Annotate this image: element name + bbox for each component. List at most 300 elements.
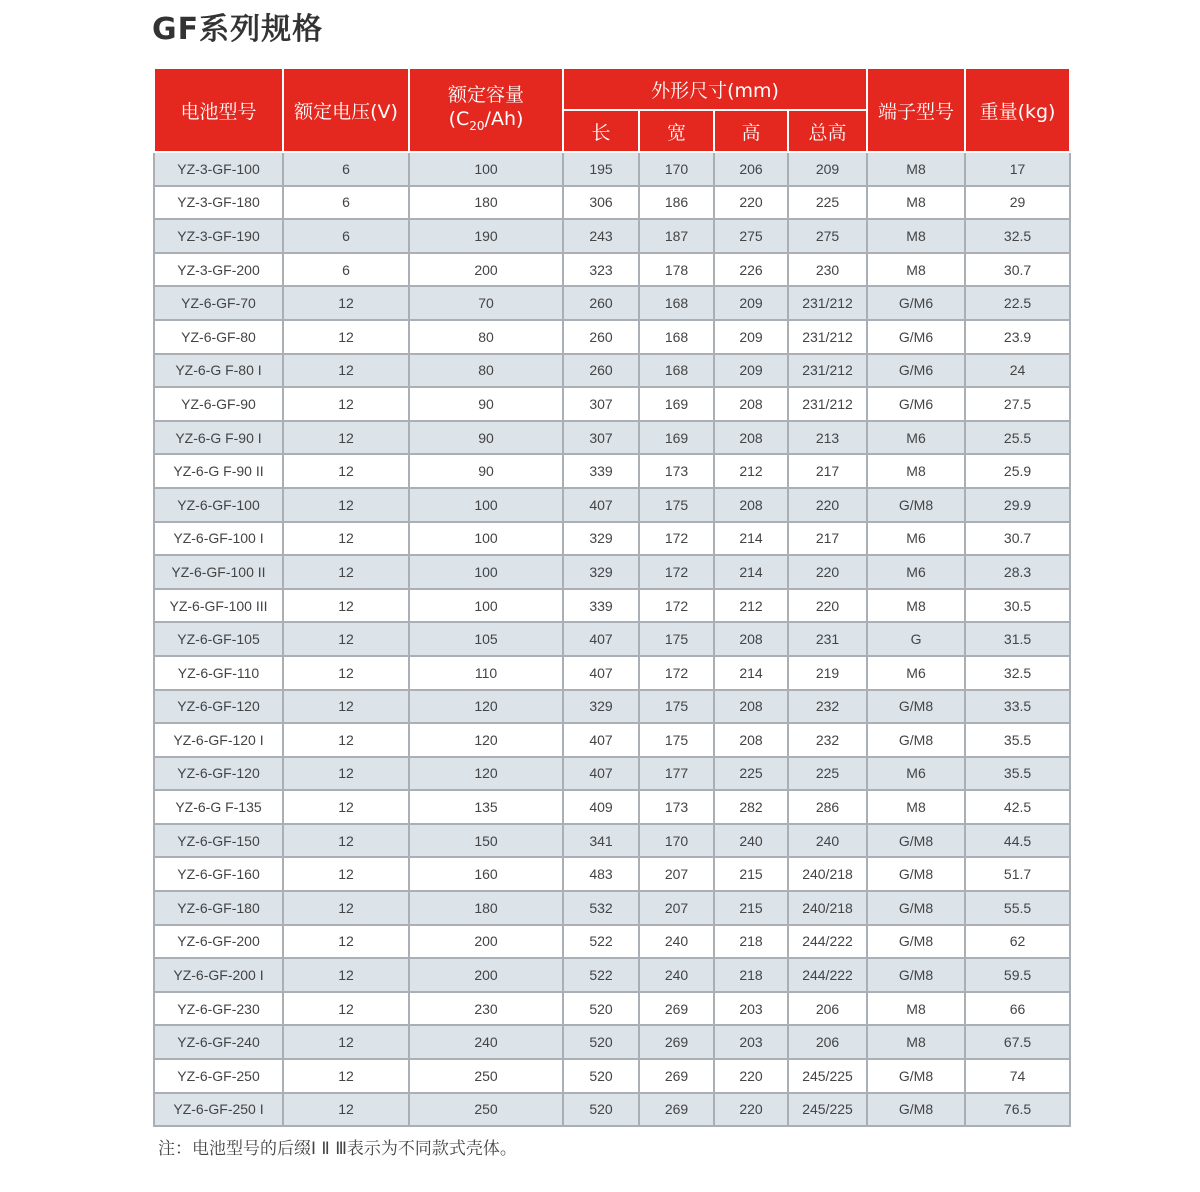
cell-model: YZ-6-GF-110	[154, 656, 283, 690]
cell-terminal: M8	[867, 253, 965, 287]
cell-weight: 32.5	[965, 656, 1070, 690]
cell-model: YZ-6-GF-70	[154, 286, 283, 320]
cell-voltage: 12	[283, 656, 409, 690]
cell-height: 218	[714, 925, 788, 959]
cell-height: 282	[714, 790, 788, 824]
cell-model: YZ-6-G F-90 I	[154, 421, 283, 455]
cell-weight: 35.5	[965, 757, 1070, 791]
cell-model: YZ-6-GF-80	[154, 320, 283, 354]
cell-model: YZ-6-GF-230	[154, 992, 283, 1026]
cell-height: 240	[714, 824, 788, 858]
cell-capacity: 120	[409, 723, 563, 757]
cell-length: 260	[563, 320, 639, 354]
cell-length: 407	[563, 488, 639, 522]
cell-length: 407	[563, 757, 639, 791]
table-row	[154, 522, 1070, 556]
cell-capacity: 200	[409, 958, 563, 992]
cell-model: YZ-6-GF-100 II	[154, 555, 283, 589]
cell-capacity: 200	[409, 925, 563, 959]
cell-width: 175	[639, 488, 714, 522]
cell-weight: 67.5	[965, 1025, 1070, 1059]
cell-width: 175	[639, 690, 714, 724]
table-row	[154, 219, 1070, 253]
header-capacity-ah: /Ah)	[484, 107, 524, 130]
cell-height: 208	[714, 690, 788, 724]
cell-model: YZ-6-GF-200	[154, 925, 283, 959]
cell-height: 208	[714, 622, 788, 656]
cell-weight: 44.5	[965, 824, 1070, 858]
cell-terminal: M6	[867, 421, 965, 455]
cell-width: 177	[639, 757, 714, 791]
cell-model: YZ-6-GF-150	[154, 824, 283, 858]
table-row	[154, 488, 1070, 522]
table-row	[154, 286, 1070, 320]
cell-total-height: 213	[788, 421, 867, 455]
table-row	[154, 656, 1070, 690]
cell-voltage: 12	[283, 622, 409, 656]
spec-table	[153, 67, 1071, 1127]
cell-weight: 51.7	[965, 857, 1070, 891]
table-row	[154, 1059, 1070, 1093]
cell-height: 215	[714, 891, 788, 925]
cell-width: 170	[639, 152, 714, 186]
cell-capacity: 200	[409, 253, 563, 287]
cell-length: 260	[563, 354, 639, 388]
cell-terminal: M8	[867, 152, 965, 186]
cell-width: 269	[639, 1093, 714, 1127]
cell-length: 520	[563, 992, 639, 1026]
cell-weight: 25.5	[965, 421, 1070, 455]
cell-length: 307	[563, 421, 639, 455]
cell-voltage: 12	[283, 1059, 409, 1093]
cell-total-height: 231/212	[788, 320, 867, 354]
cell-weight: 23.9	[965, 320, 1070, 354]
cell-total-height: 232	[788, 690, 867, 724]
cell-height: 220	[714, 186, 788, 220]
table-row	[154, 992, 1070, 1026]
cell-model: YZ-6-GF-240	[154, 1025, 283, 1059]
cell-width: 168	[639, 354, 714, 388]
cell-terminal: G/M6	[867, 320, 965, 354]
cell-length: 407	[563, 656, 639, 690]
table-row	[154, 421, 1070, 455]
table-body	[154, 152, 1070, 1126]
cell-weight: 62	[965, 925, 1070, 959]
header-capacity-sub: 20	[469, 118, 485, 133]
cell-weight: 17	[965, 152, 1070, 186]
cell-voltage: 12	[283, 891, 409, 925]
cell-total-height: 240	[788, 824, 867, 858]
cell-width: 170	[639, 824, 714, 858]
cell-terminal: M8	[867, 186, 965, 220]
cell-capacity: 70	[409, 286, 563, 320]
cell-length: 243	[563, 219, 639, 253]
cell-voltage: 12	[283, 387, 409, 421]
cell-weight: 32.5	[965, 219, 1070, 253]
cell-capacity: 100	[409, 488, 563, 522]
cell-height: 212	[714, 454, 788, 488]
cell-voltage: 6	[283, 186, 409, 220]
cell-weight: 55.5	[965, 891, 1070, 925]
cell-width: 269	[639, 1059, 714, 1093]
cell-width: 172	[639, 589, 714, 623]
table-row	[154, 1025, 1070, 1059]
cell-voltage: 12	[283, 790, 409, 824]
cell-capacity: 100	[409, 522, 563, 556]
cell-total-height: 231	[788, 622, 867, 656]
cell-capacity: 180	[409, 891, 563, 925]
cell-total-height: 220	[788, 488, 867, 522]
cell-capacity: 100	[409, 152, 563, 186]
table-row	[154, 454, 1070, 488]
cell-model: YZ-6-GF-120	[154, 690, 283, 724]
cell-length: 329	[563, 522, 639, 556]
cell-total-height: 220	[788, 589, 867, 623]
footnote: 注：电池型号的后缀Ⅰ Ⅱ Ⅲ表示为不同款式壳体。	[158, 1139, 517, 1159]
cell-voltage: 12	[283, 1025, 409, 1059]
header-capacity	[409, 68, 563, 152]
cell-width: 240	[639, 925, 714, 959]
cell-capacity: 190	[409, 219, 563, 253]
cell-terminal: G/M6	[867, 354, 965, 388]
header-height: 高	[714, 110, 788, 152]
cell-width: 168	[639, 286, 714, 320]
cell-voltage: 6	[283, 219, 409, 253]
cell-model: YZ-6-GF-105	[154, 622, 283, 656]
table-row	[154, 589, 1070, 623]
cell-model: YZ-3-GF-190	[154, 219, 283, 253]
cell-capacity: 150	[409, 824, 563, 858]
cell-height: 226	[714, 253, 788, 287]
cell-width: 169	[639, 421, 714, 455]
cell-voltage: 12	[283, 354, 409, 388]
cell-total-height: 240/218	[788, 891, 867, 925]
cell-height: 208	[714, 387, 788, 421]
table-row	[154, 320, 1070, 354]
cell-height: 214	[714, 555, 788, 589]
cell-voltage: 12	[283, 925, 409, 959]
cell-capacity: 110	[409, 656, 563, 690]
cell-terminal: M6	[867, 555, 965, 589]
cell-weight: 29	[965, 186, 1070, 220]
cell-length: 260	[563, 286, 639, 320]
cell-model: YZ-6-G F-80 I	[154, 354, 283, 388]
cell-width: 168	[639, 320, 714, 354]
table-row	[154, 757, 1070, 791]
cell-total-height: 206	[788, 992, 867, 1026]
cell-width: 172	[639, 522, 714, 556]
cell-total-height: 245/225	[788, 1093, 867, 1127]
cell-total-height: 225	[788, 757, 867, 791]
cell-length: 407	[563, 723, 639, 757]
cell-height: 220	[714, 1093, 788, 1127]
table-row	[154, 354, 1070, 388]
cell-capacity: 230	[409, 992, 563, 1026]
cell-terminal: G/M8	[867, 690, 965, 724]
cell-voltage: 12	[283, 320, 409, 354]
cell-terminal: G/M8	[867, 891, 965, 925]
cell-model: YZ-3-GF-200	[154, 253, 283, 287]
cell-total-height: 209	[788, 152, 867, 186]
cell-model: YZ-3-GF-180	[154, 186, 283, 220]
cell-terminal: M6	[867, 522, 965, 556]
cell-weight: 59.5	[965, 958, 1070, 992]
cell-capacity: 90	[409, 421, 563, 455]
cell-height: 275	[714, 219, 788, 253]
cell-terminal: G/M8	[867, 488, 965, 522]
header-width: 宽	[639, 110, 714, 152]
cell-height: 209	[714, 320, 788, 354]
cell-length: 339	[563, 454, 639, 488]
cell-terminal: M8	[867, 589, 965, 623]
cell-weight: 22.5	[965, 286, 1070, 320]
table-row	[154, 186, 1070, 220]
cell-height: 206	[714, 152, 788, 186]
cell-model: YZ-3-GF-100	[154, 152, 283, 186]
cell-weight: 30.7	[965, 522, 1070, 556]
cell-model: YZ-6-GF-250	[154, 1059, 283, 1093]
cell-model: YZ-6-GF-250 I	[154, 1093, 283, 1127]
cell-total-height: 225	[788, 186, 867, 220]
cell-voltage: 12	[283, 824, 409, 858]
cell-terminal: G/M8	[867, 857, 965, 891]
cell-terminal: G/M8	[867, 723, 965, 757]
cell-terminal: G/M6	[867, 286, 965, 320]
cell-width: 178	[639, 253, 714, 287]
cell-length: 307	[563, 387, 639, 421]
table-row	[154, 690, 1070, 724]
cell-width: 187	[639, 219, 714, 253]
cell-height: 203	[714, 992, 788, 1026]
cell-length: 329	[563, 690, 639, 724]
cell-weight: 35.5	[965, 723, 1070, 757]
header-capacity-label: 额定容量	[447, 83, 524, 106]
cell-capacity: 135	[409, 790, 563, 824]
cell-capacity: 90	[409, 387, 563, 421]
cell-length: 522	[563, 958, 639, 992]
cell-capacity: 240	[409, 1025, 563, 1059]
cell-height: 214	[714, 522, 788, 556]
cell-terminal: G/M8	[867, 958, 965, 992]
cell-length: 520	[563, 1059, 639, 1093]
cell-height: 225	[714, 757, 788, 791]
cell-weight: 33.5	[965, 690, 1070, 724]
cell-voltage: 12	[283, 723, 409, 757]
cell-voltage: 12	[283, 1093, 409, 1127]
cell-voltage: 12	[283, 421, 409, 455]
cell-weight: 66	[965, 992, 1070, 1026]
cell-height: 218	[714, 958, 788, 992]
cell-height: 209	[714, 354, 788, 388]
cell-height: 212	[714, 589, 788, 623]
cell-length: 520	[563, 1025, 639, 1059]
table-row	[154, 925, 1070, 959]
cell-width: 173	[639, 454, 714, 488]
cell-voltage: 6	[283, 152, 409, 186]
cell-total-height: 240/218	[788, 857, 867, 891]
cell-capacity: 100	[409, 589, 563, 623]
cell-weight: 27.5	[965, 387, 1070, 421]
cell-length: 339	[563, 589, 639, 623]
cell-voltage: 12	[283, 555, 409, 589]
cell-length: 341	[563, 824, 639, 858]
table-row	[154, 723, 1070, 757]
cell-total-height: 220	[788, 555, 867, 589]
cell-terminal: M6	[867, 656, 965, 690]
cell-capacity: 250	[409, 1093, 563, 1127]
cell-terminal: M8	[867, 1025, 965, 1059]
cell-terminal: M8	[867, 790, 965, 824]
cell-voltage: 12	[283, 454, 409, 488]
cell-model: YZ-6-G F-90 II	[154, 454, 283, 488]
cell-height: 220	[714, 1059, 788, 1093]
cell-capacity: 180	[409, 186, 563, 220]
cell-weight: 30.7	[965, 253, 1070, 287]
table-row	[154, 857, 1070, 891]
cell-capacity: 250	[409, 1059, 563, 1093]
cell-width: 269	[639, 992, 714, 1026]
cell-terminal: G/M8	[867, 1093, 965, 1127]
cell-capacity: 120	[409, 690, 563, 724]
cell-capacity: 90	[409, 454, 563, 488]
cell-voltage: 12	[283, 286, 409, 320]
cell-weight: 28.3	[965, 555, 1070, 589]
cell-capacity: 80	[409, 320, 563, 354]
cell-length: 483	[563, 857, 639, 891]
cell-width: 173	[639, 790, 714, 824]
cell-width: 172	[639, 555, 714, 589]
cell-length: 407	[563, 622, 639, 656]
cell-model: YZ-6-GF-100	[154, 488, 283, 522]
header-capacity-unit	[410, 107, 562, 138]
cell-length: 195	[563, 152, 639, 186]
cell-model: YZ-6-GF-180	[154, 891, 283, 925]
cell-weight: 29.9	[965, 488, 1070, 522]
cell-voltage: 12	[283, 690, 409, 724]
header-total-height: 总高	[788, 110, 867, 152]
cell-model: YZ-6-GF-100 III	[154, 589, 283, 623]
cell-height: 203	[714, 1025, 788, 1059]
table-row	[154, 958, 1070, 992]
cell-height: 208	[714, 488, 788, 522]
table-row	[154, 152, 1070, 186]
cell-length: 323	[563, 253, 639, 287]
header-terminal: 端子型号	[867, 68, 965, 152]
table-header	[154, 68, 1070, 152]
cell-length: 520	[563, 1093, 639, 1127]
cell-total-height: 286	[788, 790, 867, 824]
cell-weight: 76.5	[965, 1093, 1070, 1127]
table-row	[154, 1093, 1070, 1127]
cell-width: 169	[639, 387, 714, 421]
cell-terminal: G/M8	[867, 824, 965, 858]
cell-weight: 74	[965, 1059, 1070, 1093]
cell-height: 214	[714, 656, 788, 690]
cell-total-height: 244/222	[788, 925, 867, 959]
cell-length: 329	[563, 555, 639, 589]
cell-voltage: 12	[283, 522, 409, 556]
cell-total-height: 231/212	[788, 387, 867, 421]
cell-total-height: 231/212	[788, 354, 867, 388]
cell-voltage: 12	[283, 857, 409, 891]
cell-model: YZ-6-GF-120	[154, 757, 283, 791]
cell-total-height: 230	[788, 253, 867, 287]
cell-length: 306	[563, 186, 639, 220]
header-weight: 重量(kg)	[965, 68, 1070, 152]
cell-weight: 30.5	[965, 589, 1070, 623]
cell-total-height: 244/222	[788, 958, 867, 992]
cell-weight: 25.9	[965, 454, 1070, 488]
cell-model: YZ-6-G F-135	[154, 790, 283, 824]
header-length: 长	[563, 110, 639, 152]
cell-height: 208	[714, 723, 788, 757]
cell-width: 172	[639, 656, 714, 690]
cell-capacity: 120	[409, 757, 563, 791]
cell-terminal: G/M8	[867, 925, 965, 959]
header-model: 电池型号	[154, 68, 283, 152]
cell-width: 186	[639, 186, 714, 220]
cell-capacity: 105	[409, 622, 563, 656]
page-title: GF系列规格	[152, 12, 324, 47]
cell-voltage: 12	[283, 757, 409, 791]
cell-length: 522	[563, 925, 639, 959]
table-row	[154, 790, 1070, 824]
cell-voltage: 12	[283, 589, 409, 623]
cell-model: YZ-6-GF-90	[154, 387, 283, 421]
header-capacity-c: (C	[448, 107, 470, 130]
cell-total-height: 217	[788, 522, 867, 556]
cell-total-height: 219	[788, 656, 867, 690]
cell-total-height: 231/212	[788, 286, 867, 320]
cell-terminal: M8	[867, 219, 965, 253]
cell-width: 207	[639, 891, 714, 925]
cell-total-height: 275	[788, 219, 867, 253]
cell-terminal: M6	[867, 757, 965, 791]
cell-length: 409	[563, 790, 639, 824]
cell-height: 209	[714, 286, 788, 320]
cell-weight: 31.5	[965, 622, 1070, 656]
table-row	[154, 387, 1070, 421]
header-voltage: 额定电压(V)	[283, 68, 409, 152]
cell-total-height: 232	[788, 723, 867, 757]
cell-total-height: 245/225	[788, 1059, 867, 1093]
cell-total-height: 206	[788, 1025, 867, 1059]
cell-capacity: 160	[409, 857, 563, 891]
cell-capacity: 80	[409, 354, 563, 388]
cell-voltage: 12	[283, 992, 409, 1026]
cell-terminal: G	[867, 622, 965, 656]
cell-terminal: G/M6	[867, 387, 965, 421]
table-row	[154, 824, 1070, 858]
cell-height: 215	[714, 857, 788, 891]
cell-height: 208	[714, 421, 788, 455]
cell-model: YZ-6-GF-100 I	[154, 522, 283, 556]
cell-voltage: 12	[283, 958, 409, 992]
cell-terminal: M8	[867, 992, 965, 1026]
cell-width: 207	[639, 857, 714, 891]
cell-weight: 24	[965, 354, 1070, 388]
cell-capacity: 100	[409, 555, 563, 589]
cell-terminal: M8	[867, 454, 965, 488]
cell-length: 532	[563, 891, 639, 925]
cell-terminal: G/M8	[867, 1059, 965, 1093]
cell-model: YZ-6-GF-120 I	[154, 723, 283, 757]
cell-voltage: 12	[283, 488, 409, 522]
cell-total-height: 217	[788, 454, 867, 488]
cell-width: 175	[639, 622, 714, 656]
cell-width: 240	[639, 958, 714, 992]
table-row	[154, 253, 1070, 287]
